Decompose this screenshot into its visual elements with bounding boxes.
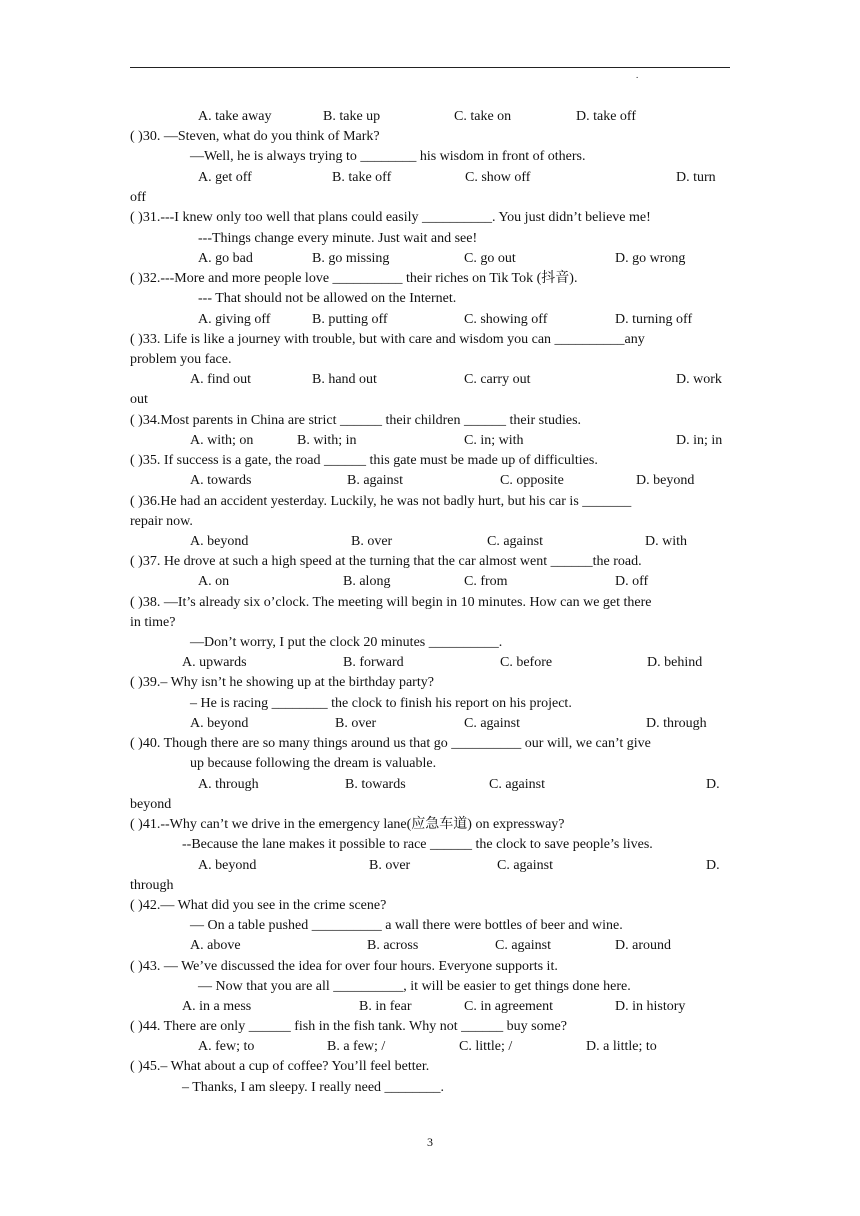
option-a: A. take away — [198, 109, 272, 124]
option-a: A. beyond — [190, 534, 249, 549]
option-b: B. towards — [345, 777, 406, 792]
text-line: off — [130, 190, 147, 205]
question-stem: ( )44. There are only ______ fish in the fish tank. Why not ______ buy some? — [130, 1019, 567, 1034]
question-stem: ( )41.--Why can’t we drive in the emergency lane(应急车道) on expressway? — [130, 817, 565, 832]
page-number: 3 — [427, 1135, 433, 1149]
option-b: B. with; in — [297, 433, 357, 448]
question-stem: ( )31.---I knew only too well that plans could easily __________. You just didn’t believe me! — [130, 210, 651, 225]
option-a: A. find out — [190, 372, 252, 387]
option-b: B. putting off — [312, 312, 388, 327]
option-d: D. turning off — [615, 312, 693, 327]
option-c: C. against — [497, 858, 553, 873]
question-stem: ( )45.– What about a cup of coffee? You’ll feel better. — [130, 1059, 430, 1074]
option-b: B. along — [343, 574, 391, 589]
question-stem: ( )42.— What did you see in the crime scene? — [130, 898, 387, 913]
option-d: D. a little; to — [586, 1039, 657, 1054]
option-d: D. go wrong — [615, 251, 686, 266]
option-a: A. beyond — [198, 858, 257, 873]
option-d: D. take off — [576, 109, 636, 124]
text-line: — Now that you are all __________, it will be easier to get things done here. — [198, 979, 631, 994]
option-b: B. take up — [323, 109, 381, 124]
option-a: A. few; to — [198, 1039, 255, 1054]
option-a: A. with; on — [190, 433, 254, 448]
text-line: repair now. — [130, 514, 193, 529]
text-line: —Don’t worry, I put the clock 20 minutes __________. — [190, 635, 503, 650]
question-stem: ( )43. — We’ve discussed the idea for over four hours. Everyone supports it. — [130, 959, 558, 974]
question-stem: ( )40. Though there are so many things around us that go __________ our will, we can’t give — [130, 736, 651, 751]
question-stem: ( )30. —Steven, what do you think of Mark? — [130, 129, 380, 144]
option-d: D. beyond — [636, 473, 695, 488]
question-stem: ( )38. —It’s already six o’clock. The meeting will begin in 10 minutes. How can we get there — [130, 595, 652, 610]
option-b: B. go missing — [312, 251, 390, 266]
text-line: – Thanks, I am sleepy. I really need ________. — [182, 1080, 445, 1095]
option-c: C. before — [500, 655, 553, 670]
option-d: D. off — [615, 574, 649, 589]
option-c: C. little; / — [459, 1039, 513, 1054]
option-a: A. beyond — [190, 716, 249, 731]
option-d: D. — [706, 777, 720, 792]
question-stem: ( )35. If success is a gate, the road ______ this gate must be made up of difficulties. — [130, 453, 598, 468]
option-a: A. upwards — [182, 655, 247, 670]
option-d: D. work — [676, 372, 722, 387]
option-a: A. towards — [190, 473, 252, 488]
option-b: B. take off — [332, 170, 392, 185]
option-d: D. turn — [676, 170, 716, 185]
option-b: B. over — [369, 858, 411, 873]
question-stem: ( )32.---More and more people love __________ their riches on Tik Tok (抖音). — [130, 271, 578, 286]
option-a: A. get off — [198, 170, 252, 185]
option-d: D. behind — [647, 655, 703, 670]
option-b: B. over — [335, 716, 377, 731]
option-c: C. in; with — [464, 433, 524, 448]
text-line: —Well, he is always trying to ________ his wisdom in front of others. — [190, 149, 586, 164]
text-line: --- That should not be allowed on the Internet. — [198, 291, 457, 306]
option-a: A. above — [190, 938, 241, 953]
option-a: A. giving off — [198, 312, 271, 327]
option-b: B. across — [367, 938, 419, 953]
text-line: out — [130, 392, 148, 407]
option-c: C. in agreement — [464, 999, 554, 1014]
option-a: A. through — [198, 777, 259, 792]
header-mark: . — [636, 70, 639, 80]
option-c: C. carry out — [464, 372, 531, 387]
option-a: A. go bad — [198, 251, 253, 266]
header-rule — [130, 67, 730, 68]
option-d: D. in history — [615, 999, 686, 1014]
option-a: A. on — [198, 574, 230, 589]
text-line: up because following the dream is valuable. — [190, 756, 437, 771]
text-line: problem you face. — [130, 352, 232, 367]
option-c: C. from — [464, 574, 508, 589]
text-line: through — [130, 878, 174, 893]
text-line: beyond — [130, 797, 172, 812]
question-stem: ( )34.Most parents in China are strict ______ their children ______ their studies. — [130, 413, 582, 428]
option-d: D. with — [645, 534, 687, 549]
text-line: in time? — [130, 615, 176, 630]
option-a: A. in a mess — [182, 999, 252, 1014]
question-stem: ( )36.He had an accident yesterday. Luckily, he was not badly hurt, but his car is _______ — [130, 494, 632, 509]
question-stem: ( )39.– Why isn’t he showing up at the birthday party? — [130, 675, 434, 690]
option-c: C. against — [495, 938, 551, 953]
option-b: B. forward — [343, 655, 404, 670]
option-b: B. in fear — [359, 999, 412, 1014]
option-c: C. go out — [464, 251, 516, 266]
text-line: — On a table pushed __________ a wall there were bottles of beer and wine. — [190, 918, 623, 933]
option-c: C. against — [464, 716, 520, 731]
text-line: – He is racing ________ the clock to finish his report on his project. — [190, 696, 572, 711]
option-c: C. take on — [454, 109, 512, 124]
option-c: C. against — [487, 534, 543, 549]
option-b: B. over — [351, 534, 393, 549]
option-c: C. showing off — [464, 312, 548, 327]
question-stem: ( )33. Life is like a journey with trouble, but with care and wisdom you can __________any — [130, 332, 645, 347]
text-line: --Because the lane makes it possible to race ______ the clock to save people’s lives. — [182, 837, 653, 852]
option-b: B. hand out — [312, 372, 377, 387]
option-b: B. against — [347, 473, 403, 488]
question-stem: ( )37. He drove at such a high speed at the turning that the car almost went ______the road. — [130, 554, 642, 569]
option-d: D. around — [615, 938, 671, 953]
option-c: C. opposite — [500, 473, 564, 488]
option-d: D. — [706, 858, 720, 873]
option-c: C. show off — [465, 170, 531, 185]
option-d: D. through — [646, 716, 707, 731]
option-b: B. a few; / — [327, 1039, 386, 1054]
option-c: C. against — [489, 777, 545, 792]
option-d: D. in; in — [676, 433, 723, 448]
text-line: ---Things change every minute. Just wait and see! — [198, 231, 478, 246]
